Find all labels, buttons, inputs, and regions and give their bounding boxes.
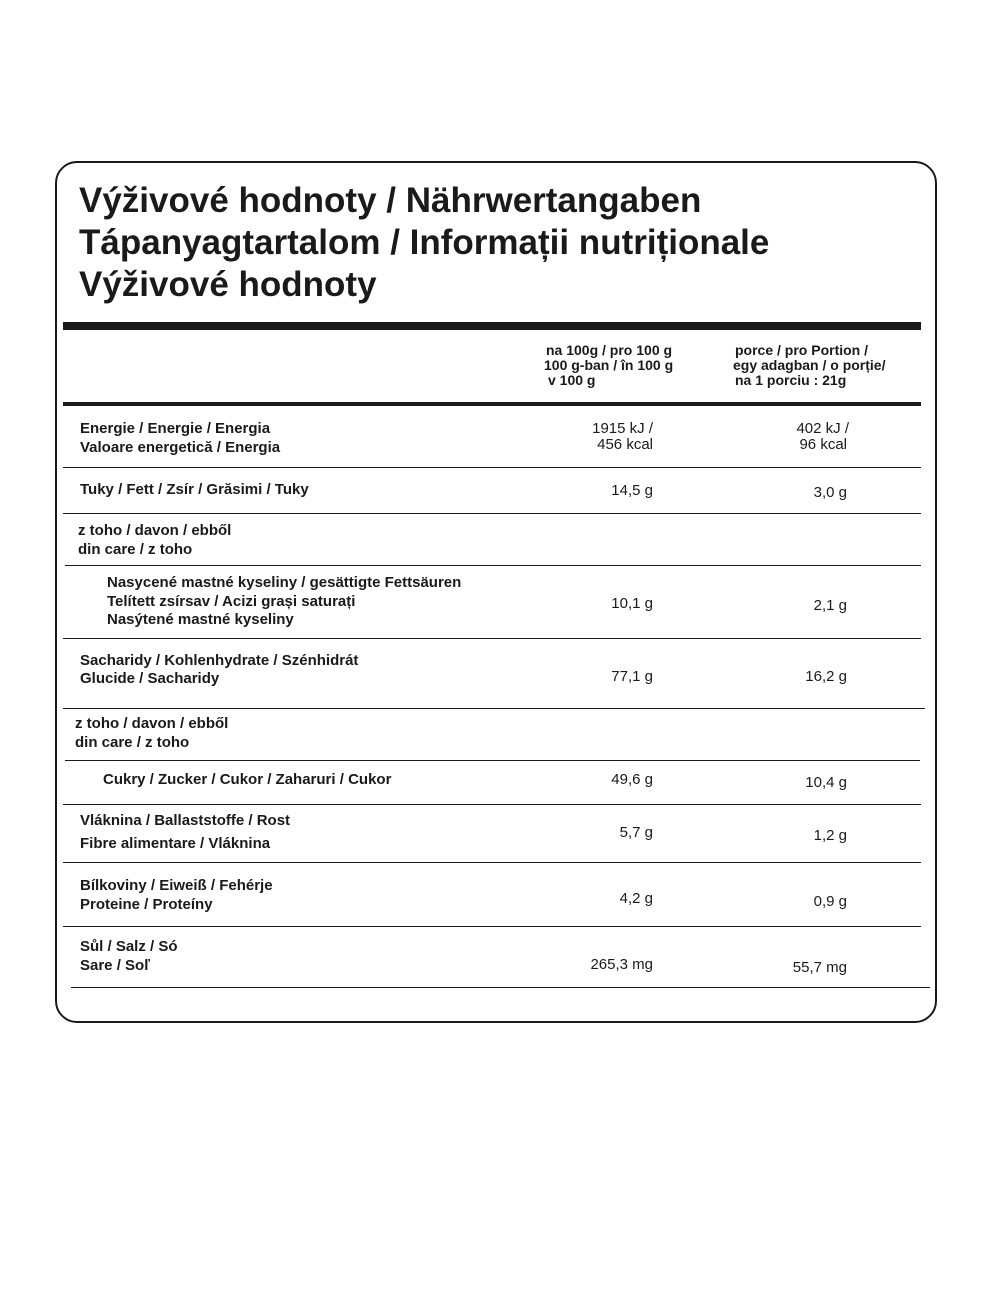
carbs-label-2: Glucide / Sacharidy — [80, 670, 220, 687]
header-top-rule — [63, 322, 921, 330]
saturates-label-3: Nasýtené mastné kyseliny — [107, 611, 294, 628]
energy-per100-kcal: 456 kcal — [597, 436, 653, 453]
saturates-portion: 2,1 g — [813, 597, 847, 614]
col-per100-line-3: v 100 g — [548, 372, 596, 388]
protein-label-2: Proteine / Proteíny — [80, 896, 213, 913]
carbs-portion: 16,2 g — [805, 668, 847, 685]
fibre-per100: 5,7 g — [619, 824, 653, 841]
row-divider — [63, 638, 921, 639]
fat-per100: 14,5 g — [611, 482, 653, 499]
salt-label-2: Sare / Soľ — [80, 957, 150, 974]
carbs-of-which-label-2: din care / z toho — [75, 734, 190, 751]
protein-label-1: Bílkoviny / Eiweiß / Fehérje — [80, 877, 273, 894]
protein-per100: 4,2 g — [619, 890, 653, 907]
fat-portion: 3,0 g — [813, 484, 847, 501]
row-divider — [63, 926, 921, 927]
saturates-label-1: Nasycené mastné kyseliny / gesättigte Fettsäuren — [107, 574, 462, 591]
row-divider — [63, 804, 921, 805]
col-per100-line-2: 100 g-ban / în 100 g — [544, 357, 674, 373]
energy-label-1: Energie / Energie / Energia — [80, 420, 271, 437]
fat-label: Tuky / Fett / Zsír / Grăsimi / Tuky — [80, 481, 309, 498]
col-portion-line-1: porce / pro Portion / — [735, 342, 869, 358]
title-line-1: Výživové hodnoty / Nährwertangaben — [79, 181, 702, 220]
salt-portion: 55,7 mg — [792, 959, 847, 976]
energy-portion-kj: 402 kJ / — [796, 420, 849, 437]
carbs-label-1: Sacharidy / Kohlenhydrate / Szénhidrát — [80, 652, 359, 669]
row-divider — [63, 708, 925, 709]
saturates-label-2: Telített zsírsav / Acizi grași saturați — [107, 593, 356, 610]
fibre-label-1: Vláknina / Ballaststoffe / Rost — [80, 812, 291, 829]
sugars-label: Cukry / Zucker / Cukor / Zaharuri / Cukor — [103, 771, 392, 788]
carbs-per100: 77,1 g — [611, 668, 653, 685]
fat-of-which-label-1: z toho / davon / ebből — [78, 522, 232, 539]
energy-portion-kcal: 96 kcal — [799, 436, 847, 453]
row-divider — [63, 467, 921, 468]
title-line-2: Tápanyagtartalom / Informații nutriționale — [79, 223, 770, 262]
row-divider — [63, 513, 921, 514]
fat-of-which-label-2: din care / z toho — [78, 541, 193, 558]
row-divider — [65, 565, 921, 566]
sugars-per100: 49,6 g — [611, 771, 653, 788]
protein-portion: 0,9 g — [813, 893, 847, 910]
carbs-of-which-label-1: z toho / davon / ebből — [75, 715, 229, 732]
energy-label-2: Valoare energetică / Energia — [80, 439, 281, 456]
energy-per100-kj: 1915 kJ / — [592, 420, 653, 437]
col-portion-line-3: na 1 porciu : 21g — [735, 372, 847, 388]
salt-label-1: Sůl / Salz / Só — [80, 938, 178, 955]
saturates-per100: 10,1 g — [611, 595, 653, 612]
salt-per100: 265,3 mg — [590, 956, 653, 973]
row-divider — [65, 760, 920, 761]
title-line-3: Výživové hodnoty — [79, 265, 377, 304]
table-bottom-rule — [71, 987, 930, 988]
row-divider — [63, 862, 921, 863]
fibre-portion: 1,2 g — [813, 827, 847, 844]
fibre-label-2: Fibre alimentare / Vláknina — [80, 835, 271, 852]
header-bottom-rule — [63, 402, 921, 406]
col-per100-line-1: na 100g / pro 100 g — [546, 342, 673, 358]
col-portion-line-2: egy adagban / o porție/ — [733, 357, 886, 373]
sugars-portion: 10,4 g — [805, 774, 847, 791]
